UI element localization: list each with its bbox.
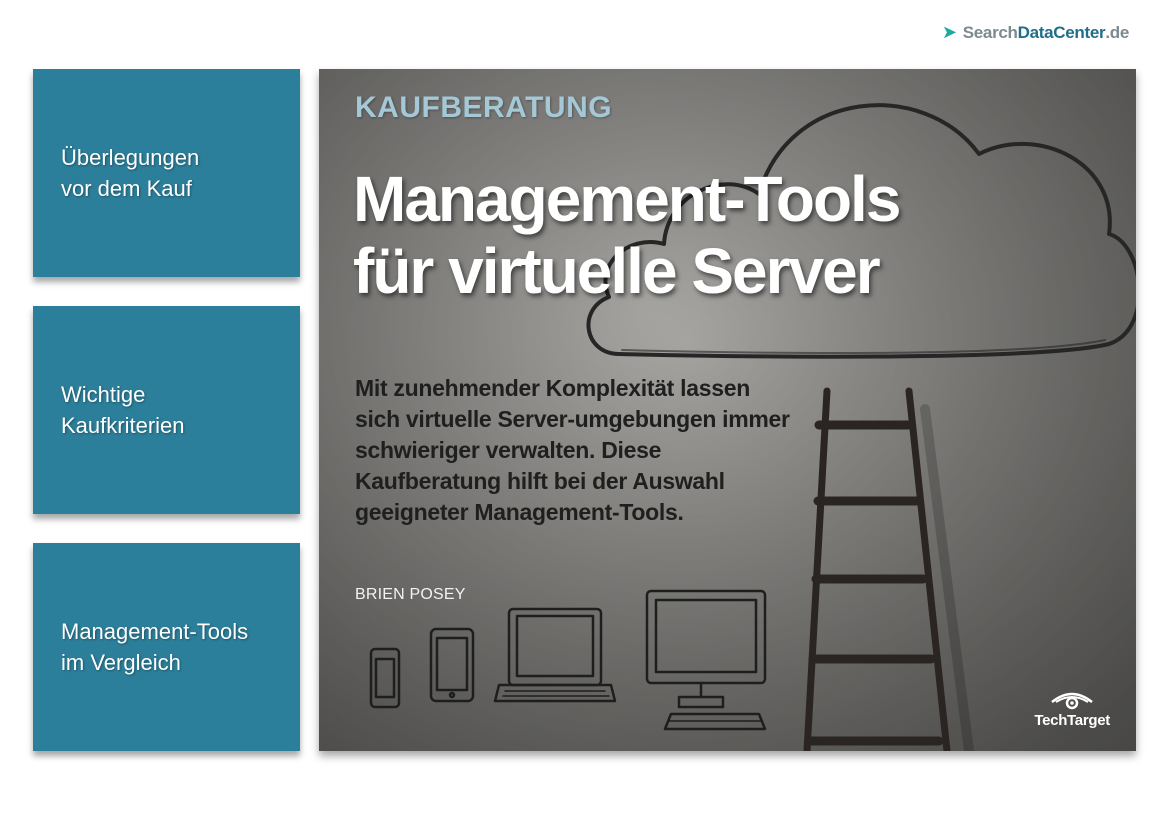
nav-tile-criteria[interactable] [33, 306, 300, 514]
logo-text-tld: .de [1105, 22, 1129, 42]
nav-tile-considerations[interactable] [33, 69, 300, 277]
nav-tile-label: Wichtige Kaufkriterien [61, 382, 185, 438]
site-logo[interactable] [942, 22, 1129, 43]
hero-cover [319, 69, 1136, 751]
logo-text-datacenter: DataCenter [1017, 22, 1106, 42]
cover-intro: Mit zunehmender Komplexität lassen sich virtuelle Server-umgebungen immer schwieriger verwalten. Diese Kaufberatung hilft bei der Auswahl geeigneter Management-Tools. [355, 375, 790, 525]
kicker-label: KAUFBERATUNG [355, 91, 613, 124]
nav-tile-comparison[interactable] [33, 543, 300, 751]
publisher-logo [1034, 690, 1110, 729]
eye-icon [1049, 690, 1095, 712]
nav-tile-label: Überlegungen vor dem Kauf [61, 145, 200, 201]
publisher-name: TechTarget [1034, 712, 1110, 729]
cover-title: Management-Tools für virtuelle Server [353, 163, 900, 307]
logo-text-search: Search [962, 22, 1018, 42]
nav-tile-label: Management-Tools im Vergleich [61, 619, 249, 675]
author-name: BRIEN POSEY [355, 586, 466, 603]
arrow-right-icon: ➤ [941, 22, 957, 42]
